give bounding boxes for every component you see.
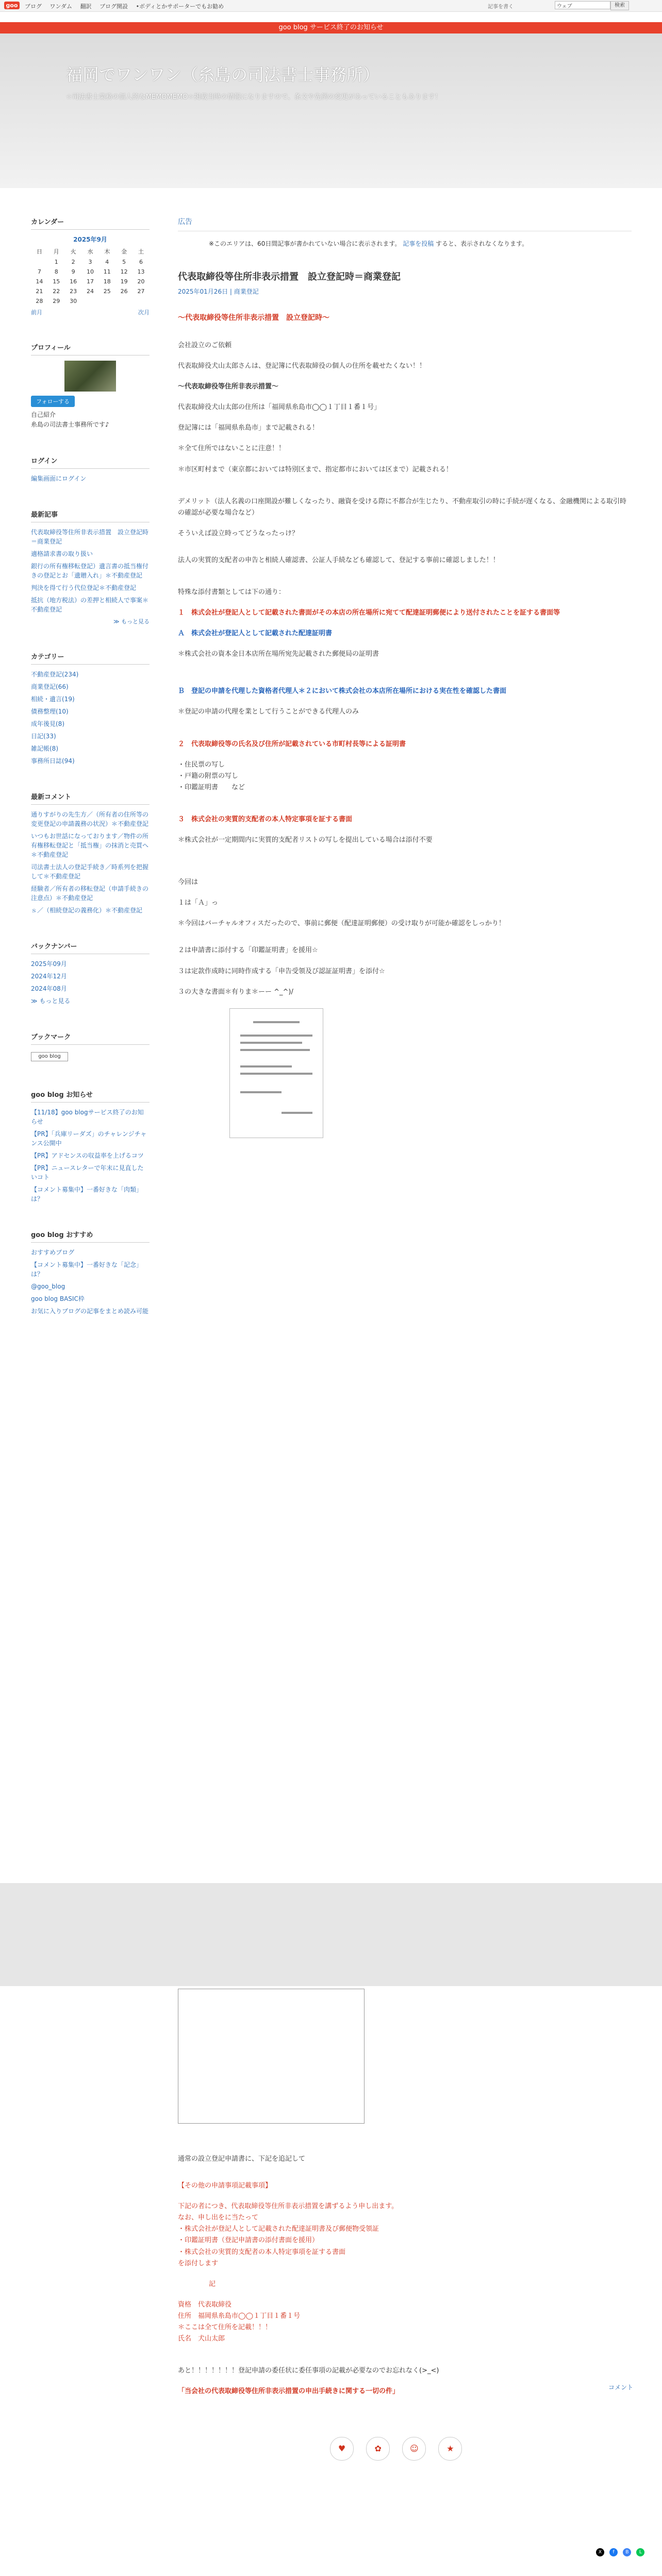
calendar-day: 24 bbox=[86, 288, 94, 295]
calendar-day: 17 bbox=[86, 278, 94, 285]
calendar-day: 13 bbox=[137, 268, 145, 275]
post-list-item: ・住民票の写し bbox=[178, 760, 225, 769]
follow-button[interactable]: フォローする bbox=[31, 396, 75, 407]
post-paragraph: ３の大きな書面＊有りま＊ーー ^_^)/ bbox=[178, 988, 293, 996]
calendar-day: 4 bbox=[105, 259, 109, 265]
profile-image[interactable] bbox=[64, 361, 116, 392]
calendar-day: 29 bbox=[53, 298, 60, 304]
main-content-continued bbox=[178, 2154, 632, 2406]
recent-post-link[interactable]: 判決を得て行う代位登記＊不動産登記 bbox=[31, 584, 137, 592]
goo-notice-link[interactable]: 【PR】ニュースレターで年末に見直したいコト bbox=[31, 1164, 144, 1181]
post-paragraph: 〜代表取締役等住所非表示措置〜 bbox=[178, 383, 279, 391]
post-title[interactable]: 代表取締役等住所非表示措置 設立登記時＝商業登記 bbox=[178, 272, 401, 283]
category-link[interactable]: 債務整理(10) bbox=[31, 708, 69, 716]
post-article-link[interactable]: 記事を投稿 bbox=[403, 240, 434, 247]
post-paragraph: 代表取締役犬山太郎の住所は「福岡県糸島市◯◯１丁目１番１号」 bbox=[178, 403, 381, 412]
section-heading: ２ 代表取締役等の氏名及び住所が記載されている市町村長等による証明書 bbox=[178, 740, 406, 748]
goo-notice-link[interactable]: 【11/18】goo blogサービス終了のお知らせ bbox=[31, 1109, 144, 1126]
goo-recommend-link[interactable]: 【コメント募集中】一番好きな「記念」は？ bbox=[31, 1261, 143, 1278]
section-heading: ３ 株式会社の実質的支配者の本人特定事項を証する書面 bbox=[178, 815, 353, 823]
x-share-icon[interactable]: X bbox=[596, 2548, 604, 2556]
recent-post-link[interactable]: 適格請求書の取り扱い bbox=[31, 550, 93, 558]
backnumber-link[interactable]: 2024年12月 bbox=[31, 973, 67, 980]
document-line bbox=[240, 1042, 302, 1044]
calendar-day bbox=[31, 257, 48, 267]
goo-blog-badge[interactable]: goo blog bbox=[31, 1052, 68, 1061]
reaction-heart-button[interactable]: ♥ bbox=[330, 2437, 354, 2461]
facebook-share-icon[interactable]: f bbox=[609, 2548, 618, 2556]
post-red-heading: 〜代表取締役等住所非表示措置 設立登記時〜 bbox=[178, 314, 329, 323]
post-paragraph: ＊全て住所ではないことに注意！！ bbox=[178, 445, 286, 453]
recent-posts-widget bbox=[31, 509, 150, 625]
category-link[interactable]: 成年後見(8) bbox=[31, 720, 64, 728]
docs-intro: 特殊な添付書類としては下の通り： bbox=[178, 588, 286, 596]
comment-link[interactable]: ｓ／（相続登記の義務化）＊不動産登記 bbox=[31, 907, 143, 914]
post-list-item: ・戸籍の附票の写し bbox=[178, 772, 239, 780]
weekday: 火 bbox=[70, 248, 76, 255]
calendar-widget bbox=[31, 216, 150, 316]
comment-link[interactable]: 司法書士法人の登記手続き／時系列を把握して＊不動産登記 bbox=[31, 863, 149, 880]
goo-logo[interactable]: goo bbox=[4, 2, 20, 9]
post-list-item: ・印鑑証明書 など bbox=[178, 783, 245, 791]
main-content bbox=[178, 216, 632, 1154]
post-paragraph: 今回は bbox=[178, 878, 198, 887]
post-paragraph: ＊株式会社が一定期間内に実質的支配者リストの写しを提出している場合は添付不要 bbox=[178, 836, 433, 844]
goo-notice-link[interactable]: 【PR】アドセンスの収益率を上げるコツ bbox=[31, 1152, 144, 1160]
top-nav-item[interactable]: ワンダム bbox=[49, 3, 73, 10]
comment-link[interactable]: コメント bbox=[608, 2384, 634, 2391]
post-paragraph: ＊市区町村まで（東京都においては特別区まで、指定都市においては区まで）記載される！ bbox=[178, 465, 453, 473]
form-box-line: なお、申し出をに当たって bbox=[178, 2214, 259, 2222]
calendar-day: 3 bbox=[88, 259, 92, 265]
info-line: ＊ここは全て住所を記載！！！ bbox=[178, 2324, 272, 2332]
recent-posts-title: 最新記事 bbox=[31, 509, 150, 522]
form-box-title: 【その他の申請事項記載事項】 bbox=[178, 2182, 272, 2190]
goo-notice-widget bbox=[31, 1089, 150, 1204]
calendar-day bbox=[133, 296, 150, 306]
post-paragraph: ＊株式会社の資本金日本店所在場所宛先記載された郵便局の証明書 bbox=[178, 650, 379, 658]
calendar-next-link[interactable]: 次月 bbox=[138, 309, 150, 316]
post-paragraph: 通常の設立登記申請書に、下記を追記して bbox=[178, 2155, 306, 2163]
calendar-day: 11 bbox=[103, 268, 111, 275]
calendar-title: カレンダー bbox=[31, 216, 150, 230]
calendar-day: 8 bbox=[54, 268, 58, 275]
profile-text: 糸島の司法書士事務所です♪ bbox=[31, 421, 109, 429]
top-nav-item[interactable]: ブログ開設 bbox=[100, 3, 128, 10]
blog-description: ☆司法書士業務の個人的なMEMOMEMO☆掲載当時の情報になりますので、条文や先例の変更があっていることもあります！ bbox=[66, 93, 442, 101]
calendar-day: 10 bbox=[86, 268, 94, 275]
comments-title: 最新コメント bbox=[31, 791, 150, 805]
post-paragraph: デメリット（法人名義の口座開設が難しくなったり、融資を受ける際に不都合が生じたり、不動産取引の時に手続が遅くなる、金融機関による取引時の確認が必要な場合など） bbox=[178, 497, 626, 517]
post-paragraph: 会社設立のご依頼 bbox=[178, 341, 232, 349]
search-button[interactable]: 検索 bbox=[610, 1, 629, 10]
goo-recommend-link[interactable]: @goo_blog bbox=[31, 1283, 65, 1291]
document-line bbox=[240, 1091, 282, 1093]
calendar-day: 5 bbox=[122, 259, 126, 265]
goo-recommend-link[interactable]: おすすめブログ bbox=[31, 1249, 75, 1257]
reaction-star-button[interactable]: ★ bbox=[438, 2437, 462, 2461]
bookmark-title: ブックマーク bbox=[31, 1031, 150, 1045]
top-nav bbox=[25, 2, 230, 10]
comment-link[interactable]: いつもお世話になっております／物件の所有権移転登記と「抵当権」の抹消と売買へ＊不動産登記 bbox=[31, 833, 149, 859]
search-input[interactable]: ウェブ bbox=[555, 1, 610, 9]
post-paragraph: 代表取締役犬山太郎さんは、登記簿に代表取締役の個人の住所を載せたくない！！ bbox=[178, 362, 426, 370]
calendar-day: 16 bbox=[70, 278, 77, 285]
calendar-day bbox=[82, 296, 99, 306]
category-link[interactable]: 事務所日誌(94) bbox=[31, 757, 75, 765]
calendar-month: 2025年9月 bbox=[73, 236, 107, 243]
category-link[interactable]: 商業登記(66) bbox=[31, 683, 69, 691]
calendar-day: 21 bbox=[36, 288, 43, 295]
global-topbar bbox=[0, 0, 662, 12]
top-nav-item[interactable]: •ボディとかサポーターでもお勧め bbox=[136, 3, 224, 10]
post-paragraph: そういえば設立時ってどうなったっけ？ bbox=[178, 529, 299, 537]
info-line: 氏名 犬山太郎 bbox=[178, 2335, 225, 2343]
info-label: 記 bbox=[209, 2280, 216, 2288]
login-title: ログイン bbox=[31, 455, 150, 469]
goo-recommend-link[interactable]: goo blog BASIC枠 bbox=[31, 1295, 85, 1303]
info-line: 住所 福岡県糸島市◯◯１丁目１番１号 bbox=[178, 2312, 301, 2320]
post-paragraph: 登記簿には「福岡県糸島市」まで記載される！ bbox=[178, 424, 319, 432]
section-subheading: Ａ 株式会社が登記人として記載された配達証明書 bbox=[178, 630, 333, 638]
backnumber-title: バックナンバー bbox=[31, 941, 150, 954]
calendar-day: 1 bbox=[54, 259, 58, 265]
document-line bbox=[240, 1065, 292, 1067]
bookmark-share-icon[interactable]: B bbox=[623, 2548, 631, 2556]
document-line bbox=[240, 1049, 310, 1051]
bookmark-widget bbox=[31, 1031, 150, 1063]
goo-notice-link[interactable]: 【コメント募集中】一番好きな「肉類」は？ bbox=[31, 1186, 143, 1203]
comment-link[interactable]: 経験者／所有者の移転登記（申請手続きの注意点）＊不動産登記 bbox=[31, 885, 149, 902]
category-link[interactable]: 日記(33) bbox=[31, 733, 56, 740]
document-line bbox=[282, 1112, 312, 1114]
ad-notice bbox=[209, 239, 632, 249]
closing-note: あと！！！！！！！登記申請の委任状に委任事項の記載が必要なのでお忘れなく(>_<) bbox=[178, 2367, 439, 2375]
post-paragraph: １は「Ａ」っ bbox=[178, 899, 219, 907]
image-separator-band bbox=[0, 1883, 662, 1986]
form-box-line: ・印鑑証明書（登記申請書の添付書面を援用） bbox=[178, 2236, 319, 2245]
form-box-line: ・株式会社が登記人として記載された配達証明書及び郵便物受領証 bbox=[178, 2225, 379, 2233]
calendar-day: 14 bbox=[36, 278, 43, 285]
goo-notice-title: goo blog お知らせ bbox=[31, 1089, 150, 1103]
calendar-day: 19 bbox=[120, 278, 128, 285]
category-link[interactable]: 雑記帳(8) bbox=[31, 745, 58, 753]
comment-link[interactable]: 通りすがりの先生方／（所有者の住所等の変更登記の申請義務の状況）＊不動産登記 bbox=[31, 811, 149, 828]
post-paragraph: ３は定款作成時に同時作成する「申告受領及び認証証明書」を添付☆ bbox=[178, 967, 385, 975]
calendar-day: 25 bbox=[103, 288, 111, 295]
section-heading: １ 株式会社が登記人として記載された書面がその本店の所在場所に宛てて配達証明郵便により送付されたことを証する書面等 bbox=[178, 609, 560, 617]
calendar-day: 27 bbox=[137, 288, 145, 295]
write-post-link[interactable]: 記事を書く bbox=[488, 4, 514, 10]
backnumber-link[interactable]: 2024年08月 bbox=[31, 985, 67, 993]
calendar-day: 2 bbox=[71, 259, 75, 265]
document-image-2[interactable] bbox=[178, 1989, 365, 2124]
calendar-day: 9 bbox=[71, 268, 75, 275]
post-paragraph: ＊今回はバーチャルオフィスだったので、事前に郵便（配達証明郵便）の受け取りが可能か確認をしっかり！ bbox=[178, 920, 505, 928]
weekday: 土 bbox=[138, 248, 144, 255]
line-share-icon[interactable]: L bbox=[636, 2548, 644, 2556]
calendar-day: 30 bbox=[70, 298, 77, 304]
reaction-smile-button[interactable]: ☺ bbox=[402, 2437, 426, 2461]
post-paragraph: ＊登記の申請の代理を業として行うことができる代理人のみ bbox=[178, 708, 359, 716]
category-link[interactable]: 不動産登記(234) bbox=[31, 671, 79, 679]
profile-title: プロフィール bbox=[31, 342, 150, 355]
calendar-day bbox=[115, 296, 133, 306]
calendar-day: 6 bbox=[139, 259, 143, 265]
calendar-day: 20 bbox=[137, 278, 145, 285]
recent-post-link[interactable]: 抵抗（地方税法）の差押と相続人で事案＊不動産登記 bbox=[31, 597, 149, 614]
form-box-line: ・株式会社の実質的支配者の本人特定事項を証する書面 bbox=[178, 2248, 346, 2256]
weekday: 木 bbox=[104, 248, 110, 255]
calendar-day: 23 bbox=[70, 288, 77, 295]
post-meta[interactable]: 2025年01月26日 | 商業登記 bbox=[178, 287, 259, 295]
reaction-flower-button[interactable]: ✿ bbox=[366, 2437, 390, 2461]
calendar-day: 7 bbox=[37, 268, 41, 275]
calendar-day: 18 bbox=[103, 278, 111, 285]
calendar-day: 28 bbox=[36, 298, 43, 304]
ad-label: 広告 bbox=[178, 216, 632, 231]
weekday: 日 bbox=[36, 248, 42, 255]
comments-widget bbox=[31, 791, 150, 915]
share-buttons bbox=[593, 2548, 644, 2556]
calendar-day: 12 bbox=[120, 268, 128, 275]
goo-recommend-widget bbox=[31, 1229, 150, 1316]
document-image[interactable] bbox=[229, 1008, 323, 1138]
form-box-line: を添付します bbox=[178, 2259, 219, 2267]
recent-post-link[interactable]: 代表取締役等住所非表示措置 設立登記時＝商業登記 bbox=[31, 529, 149, 546]
calendar-table bbox=[31, 246, 150, 306]
ad-notice-text: ※このエリアは、60日間記事が書かれていない場合に表示されます。 bbox=[209, 240, 401, 247]
goo-recommend-link[interactable]: お気に入りブログの記事をまとめ読み可能 bbox=[31, 1308, 149, 1315]
post-paragraph: 法人の実質的支配者の申告と相続人確認書、公証人手続なども確認して、登記する事前に確認しました！！ bbox=[178, 556, 500, 564]
info-line: 資格 代表取締役 bbox=[178, 2300, 232, 2309]
category-title: カテゴリー bbox=[31, 651, 150, 665]
post-paragraph: ２は申請書に添付する「印鑑証明書」を援用☆ bbox=[178, 946, 318, 955]
blog-header bbox=[0, 33, 662, 188]
calendar-day: 15 bbox=[53, 278, 60, 285]
calendar-nav bbox=[31, 308, 150, 316]
category-widget bbox=[31, 651, 150, 766]
weekday: 金 bbox=[121, 248, 127, 255]
calendar-day bbox=[98, 296, 115, 306]
blog-title[interactable]: 福岡でワンワン（糸島の司法書士事務所） bbox=[66, 65, 380, 84]
recent-more-link[interactable]: ≫ もっと見る bbox=[113, 618, 150, 625]
goo-recommend-title: goo blog おすすめ bbox=[31, 1229, 150, 1243]
section-subheading: Ｂ 登記の申請を代理した資格者代理人＊２において株式会社の本店所在場所における実在性を確認した書面 bbox=[178, 687, 507, 696]
document-line bbox=[240, 1035, 312, 1037]
calendar-day: 26 bbox=[120, 288, 128, 295]
document-line bbox=[253, 1021, 300, 1023]
sidebar bbox=[31, 216, 150, 1342]
calendar-day: 22 bbox=[53, 288, 60, 295]
login-widget bbox=[31, 455, 150, 483]
backnumber-link[interactable]: 2025年09月 bbox=[31, 960, 67, 968]
backnumber-widget bbox=[31, 941, 150, 1006]
category-link[interactable]: 相続・遺言(19) bbox=[31, 696, 75, 703]
top-nav-item[interactable]: 翻訳 bbox=[80, 3, 92, 10]
profile-label: 自己紹介 bbox=[31, 411, 56, 418]
login-link[interactable]: 編集画面にログイン bbox=[31, 475, 87, 483]
calendar-prev-link[interactable]: 前月 bbox=[31, 309, 42, 316]
reaction-buttons bbox=[330, 2437, 472, 2461]
profile-widget bbox=[31, 342, 150, 430]
weekday: 月 bbox=[53, 248, 59, 255]
ad-notice-tail: すると、表示されなくなります。 bbox=[436, 240, 528, 247]
weekday: 水 bbox=[87, 248, 93, 255]
goo-notice-link[interactable]: 【PR】「兵庫リーダズ」のチャレンジチャンス公開中 bbox=[31, 1130, 147, 1147]
form-box-line: 下記の者につき、代表取締役等住所非表示措置を講ずるよう申し出ます。 bbox=[178, 2202, 399, 2211]
final-red-text: 「当会社の代表取締役等住所非表示措置の申出手続きに関する一切の件」 bbox=[178, 2387, 400, 2396]
document-line bbox=[240, 1073, 312, 1075]
top-nav-item[interactable]: ブログ bbox=[25, 3, 42, 10]
backnumber-more-link[interactable]: ≫ もっと見る bbox=[31, 997, 71, 1005]
recent-post-link[interactable]: 銀行の所有権移転登記）遺言書の抵当権付きの登記とお「遺贈入れ」＊不動産登記 bbox=[31, 563, 149, 580]
service-end-announcement[interactable]: goo blog サービス終了のお知らせ bbox=[0, 22, 662, 33]
